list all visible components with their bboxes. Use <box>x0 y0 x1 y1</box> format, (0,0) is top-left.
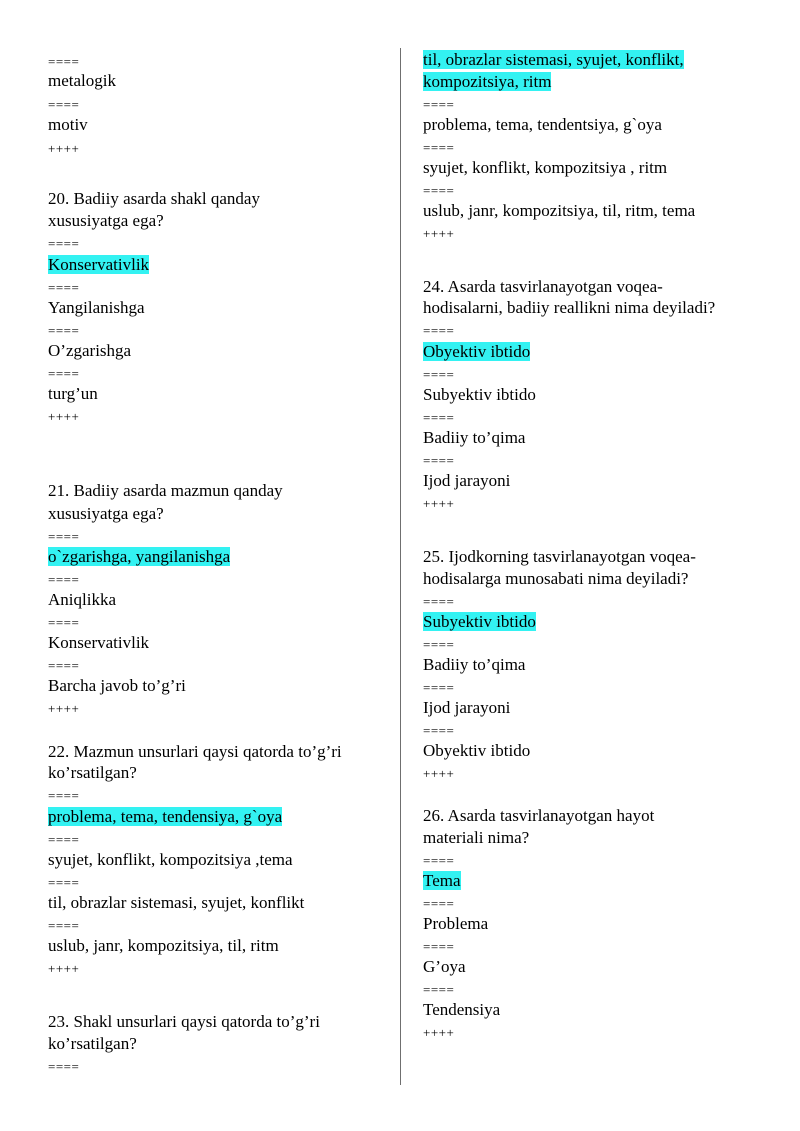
answer-separator: ==== <box>48 572 80 587</box>
answer-separator: ==== <box>48 529 80 544</box>
answer-separator: ==== <box>48 875 80 890</box>
answer-separator: ==== <box>423 896 455 911</box>
text-line: O’zgarishga <box>48 341 132 360</box>
text-line: metalogik <box>48 71 116 90</box>
answer-separator: ==== <box>423 140 455 155</box>
question-text: 21. Badiiy asarda mazmun qanday <box>48 481 283 500</box>
text-line: til, obrazlar sistemasi, syujet, konflikt <box>48 893 305 912</box>
correct-answer-text <box>48 546 230 568</box>
question-end-marker: ++++ <box>423 766 455 781</box>
question-text: 20. Badiiy asarda shakl qanday <box>48 189 260 208</box>
text-line: syujet, konflikt, kompozitsiya ,tema <box>48 850 293 869</box>
answer-separator: ==== <box>423 367 455 382</box>
question-end-marker: ++++ <box>48 409 80 424</box>
text-line: Problema <box>423 914 489 933</box>
question-end-marker: ++++ <box>423 496 455 511</box>
text-line: Barcha javob to’g’ri <box>48 676 186 695</box>
answer-separator: ==== <box>423 680 455 695</box>
answer-separator: ==== <box>48 97 80 112</box>
answer-highlight: Konservativlik <box>48 255 150 274</box>
question-end-marker: ++++ <box>423 226 455 241</box>
answer-highlight: kompozitsiya, ritm <box>423 72 552 91</box>
text-line: problema, tema, tendentsiya, g`oya <box>423 115 662 134</box>
text-line: Ijod jarayoni <box>423 698 511 717</box>
answer-separator: ==== <box>423 723 455 738</box>
text-line: hodisalarni, badiiy reallikni nima deyiladi? <box>423 298 716 317</box>
text-line: hodisalarga munosabati nima deyiladi? <box>423 569 689 588</box>
text-line: ko’rsatilgan? <box>48 1034 137 1053</box>
answer-separator: ==== <box>423 594 455 609</box>
answer-highlight: Subyektiv ibtido <box>423 612 536 631</box>
correct-answer-text <box>48 254 149 276</box>
text-line: xususiyatga ega? <box>48 504 164 523</box>
answer-highlight: til, obrazlar sistemasi, syujet, konflikt, <box>423 50 684 69</box>
text-line: Ijod jarayoni <box>423 471 511 490</box>
answer-separator: ==== <box>48 54 80 69</box>
correct-answer-text <box>423 341 530 363</box>
question-text: 24. Asarda tasvirlanayotgan voqea- <box>423 277 663 296</box>
answer-separator: ==== <box>423 853 455 868</box>
answer-separator: ==== <box>48 366 80 381</box>
text-line: syujet, konflikt, kompozitsiya , ritm <box>423 158 668 177</box>
text-line: Obyektiv ibtido <box>423 741 531 760</box>
answer-separator: ==== <box>48 918 80 933</box>
correct-answer-text <box>423 611 536 633</box>
answer-highlight: o`zgarishga, yangilanishga <box>48 547 231 566</box>
answer-highlight: problema, tema, tendensiya, g`oya <box>48 807 283 826</box>
answer-separator: ==== <box>48 1059 80 1074</box>
text-line: Subyektiv ibtido <box>423 385 536 404</box>
question-end-marker: ++++ <box>48 701 80 716</box>
question-text: 25. Ijodkorning tasvirlanayotgan voqea- <box>423 547 696 566</box>
question-end-marker: ++++ <box>423 1025 455 1040</box>
correct-answer-text <box>423 870 461 892</box>
text-line: motiv <box>48 115 88 134</box>
answer-separator: ==== <box>48 658 80 673</box>
text-line: turg’un <box>48 384 98 403</box>
text-line: Konservativlik <box>48 633 150 652</box>
answer-separator: ==== <box>423 183 455 198</box>
answer-separator: ==== <box>423 637 455 652</box>
question-end-marker: ++++ <box>48 141 80 156</box>
text-line: ko’rsatilgan? <box>48 763 137 782</box>
answer-separator: ==== <box>48 615 80 630</box>
correct-answer-text <box>423 71 551 93</box>
text-line: xususiyatga ega? <box>48 211 164 230</box>
answer-highlight: Tema <box>423 871 461 890</box>
text-line: uslub, janr, kompozitsiya, til, ritm <box>48 936 279 955</box>
text-line: Aniqlikka <box>48 590 116 609</box>
text-line: materiali nima? <box>423 828 530 847</box>
question-text: 22. Mazmun unsurlari qaysi qatorda to’g’ri <box>48 742 342 761</box>
answer-separator: ==== <box>423 410 455 425</box>
correct-answer-text <box>48 806 282 828</box>
answer-highlight: Obyektiv ibtido <box>423 342 531 361</box>
text-line: Yangilanishga <box>48 298 145 317</box>
answer-separator: ==== <box>423 982 455 997</box>
question-text: 23. Shakl unsurlari qaysi qatorda to’g’ri <box>48 1012 320 1031</box>
text-line: G’oya <box>423 957 466 976</box>
text-line: uslub, janr, kompozitsiya, til, ritm, tema <box>423 201 696 220</box>
answer-separator: ==== <box>48 788 80 803</box>
correct-answer-text <box>423 49 684 71</box>
answer-separator: ==== <box>48 323 80 338</box>
answer-separator: ==== <box>423 939 455 954</box>
answer-separator: ==== <box>423 97 455 112</box>
question-end-marker: ++++ <box>48 961 80 976</box>
answer-separator: ==== <box>48 236 80 251</box>
answer-separator: ==== <box>423 453 455 468</box>
answer-separator: ==== <box>48 280 80 295</box>
answer-separator: ==== <box>423 323 455 338</box>
question-text: 26. Asarda tasvirlanayotgan hayot <box>423 806 655 825</box>
text-line: Tendensiya <box>423 1000 501 1019</box>
right-column <box>401 0 800 1131</box>
text-line: Badiiy to’qima <box>423 655 526 674</box>
answer-separator: ==== <box>48 832 80 847</box>
text-line: Badiiy to’qima <box>423 428 526 447</box>
